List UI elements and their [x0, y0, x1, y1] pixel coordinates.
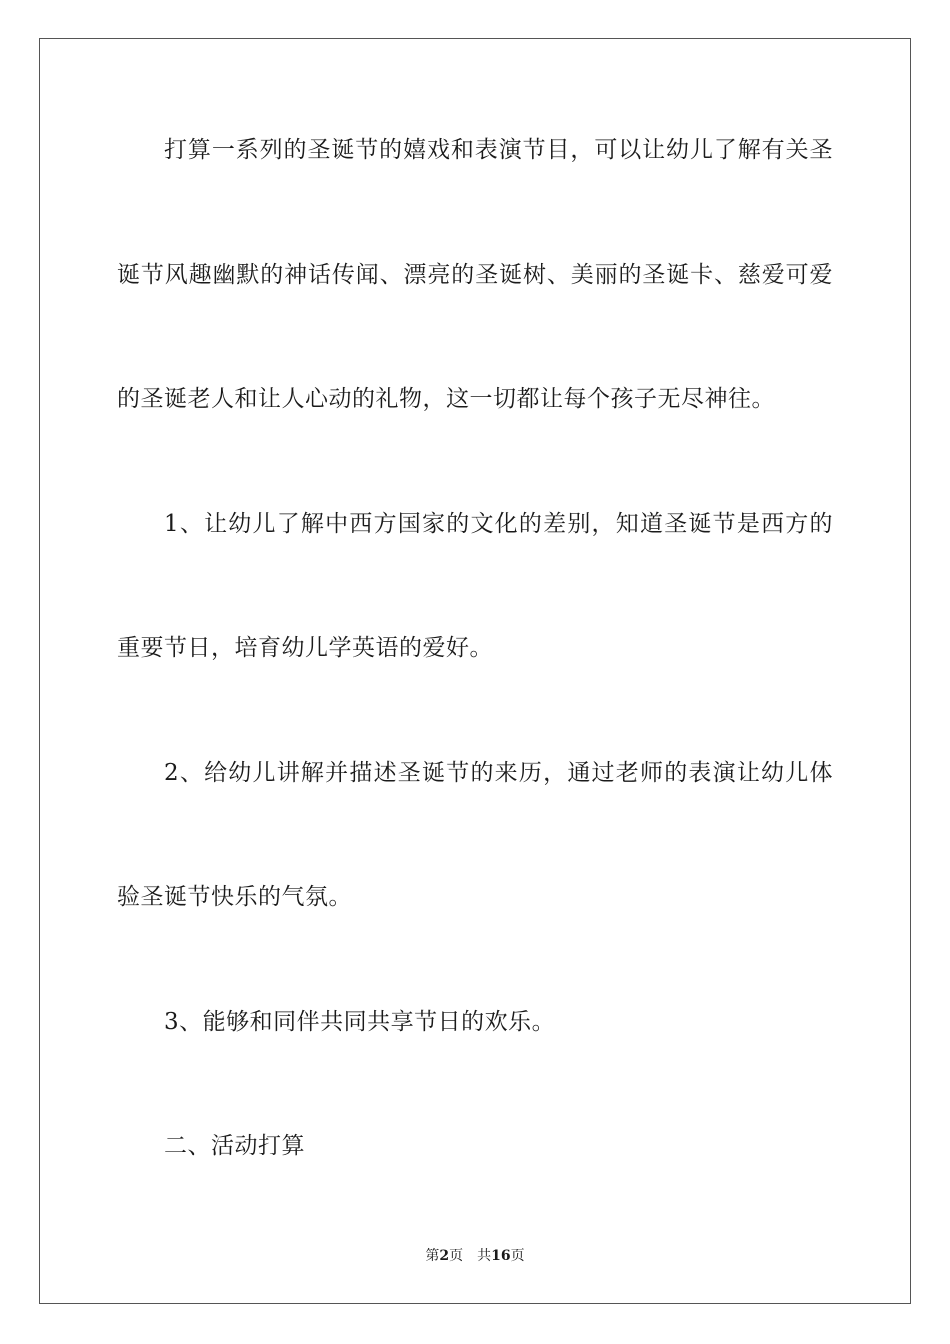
footer-total-prefix: 共: [477, 1248, 492, 1264]
paragraph-1-line-3: 的圣诞老人和让人心动的礼物，这一切都让每个孩子无尽神往。: [117, 386, 775, 412]
section-heading: 二、活动打算: [164, 1133, 305, 1159]
paragraph-1-line-1: 打算一系列的圣诞节的嬉戏和表演节目，可以让幼儿了解有关圣: [164, 137, 833, 163]
paragraph-3-line-1: 2、给幼儿讲解并描述圣诞节的来历，通过老师的表演让幼儿体: [164, 760, 833, 786]
paragraph-1-line-2: 诞节风趣幽默的神话传闻、漂亮的圣诞树、美丽的圣诞卡、慈爱可爱: [117, 262, 833, 288]
footer-page-prefix: 第: [425, 1248, 440, 1264]
paragraph-2-line-2: 重要节日，培育幼儿学英语的爱好。: [117, 635, 493, 661]
page-footer: [0, 1247, 950, 1265]
footer-page-suffix: 页: [449, 1248, 464, 1264]
footer-total-suffix: 页: [510, 1248, 525, 1264]
paragraph-4-line-1: 3、能够和同伴共同共享节日的欢乐。: [164, 1009, 556, 1035]
paragraph-2-line-1: 1、让幼儿了解中西方国家的文化的差别，知道圣诞节是西方的: [164, 511, 833, 537]
footer-total-pages: 16: [491, 1248, 511, 1264]
footer-page-number: 2: [439, 1248, 450, 1264]
document-body: [117, 0, 833, 1200]
paragraph-3-line-2: 验圣诞节快乐的气氛。: [117, 884, 352, 910]
